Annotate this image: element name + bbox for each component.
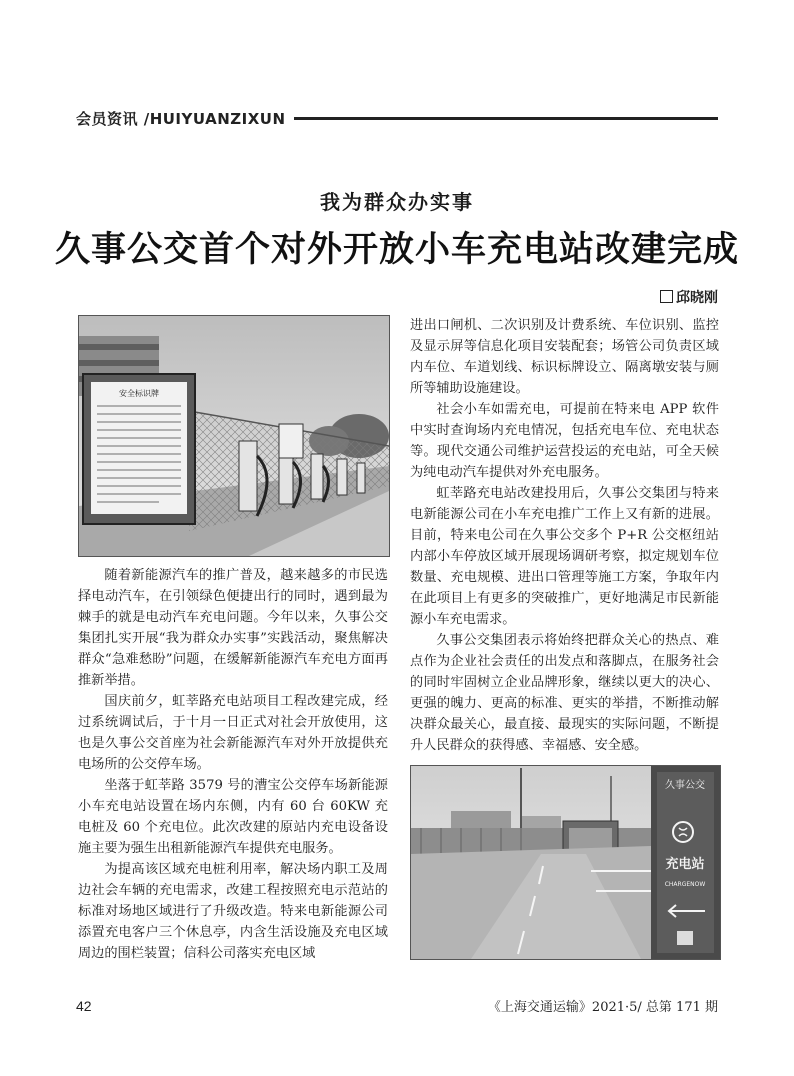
notice-board-title: 安全标识牌 xyxy=(119,389,159,398)
article-kicker: 我为群众办实事 xyxy=(320,190,474,214)
paragraph: 为提高该区域充电桩利用率，解决场内职工及周边社会车辆的充电需求，改建工程按照充电示范站的标准对场地区域进行了升级改造。特来电新能源公司添置充电客户三个休息亭，内含生活设施及充电区域周边的围栏装置；信科公司落实充电区域 xyxy=(78,862,388,961)
station-name-label: 充电站 xyxy=(665,857,705,872)
paragraph-continuation: 进出口闸机、二次识别及计费系统、车位识别、监控及显示屏等信息化项目安装配套；场管公司负责区域内车位、车道划线、标识标牌设立、隔离墩安装与厕所等辅助设施建设。 xyxy=(410,318,719,396)
right-column xyxy=(410,315,719,756)
station-english-label: CHARGENOW xyxy=(664,881,706,888)
section-rule xyxy=(294,117,718,120)
charging-posts-photo xyxy=(78,315,390,557)
left-column xyxy=(78,565,388,964)
paragraph: 国庆前夕，虹莘路充电站项目工程改建完成，经过系统调试后，于十月一日正式对社会开放使用，这也是久事公交首座为社会新能源汽车对外开放提供充电场所的公交停车场。 xyxy=(78,694,388,772)
paragraph: 社会小车如需充电，可提前在特来电 APP 软件中实时查询场内充电情况，包括充电车位、充电状态等。现代交通公司维护运营投运的充电站，可全天候为纯电动汽车提供对外充电服务。 xyxy=(410,402,719,480)
station-brand-label: 久事公交 xyxy=(665,780,705,791)
section-header xyxy=(76,107,718,129)
author-box-icon xyxy=(660,290,673,303)
section-label: 会员资讯 /HUIYUANZIXUN xyxy=(76,109,286,128)
charging-station-photo xyxy=(410,765,721,960)
article-title: 久事公交首个对外开放小车充电站改建完成 xyxy=(54,229,739,270)
paragraph: 虹莘路充电站改建投用后，久事公交集团与特来电新能源公司在小车充电推广工作上又有新的进展。目前，特来电公司在久事公交多个 P+R 公交枢纽站内部小车停放区域开展现场调研考察，拟定规划车位数量、充电规模、进出口管理等施工方案，争取年内在此项目上有更多的突破推广，更好地满足市民新能源小车充电需求。 xyxy=(410,486,719,627)
logo-icon xyxy=(677,931,693,945)
charging-posts-illustration xyxy=(79,316,389,556)
paragraph: 坐落于虹莘路 3579 号的漕宝公交停车场新能源小车充电站设置在场内东侧，内有 60 台 60KW 充电桩及 60 个充电位。此次改建的原站内充电设备设施主要为强生出租新能源汽车提供充电服务。 xyxy=(78,778,388,856)
author-name: 邱晓刚 xyxy=(676,290,718,306)
paragraph: 随着新能源汽车的推广普及，越来越多的市民选择电动汽车，在引领绿色便捷出行的同时，遇到最为棘手的就是电动汽车充电问题。今年以来，久事公交集团扎实开展“我为群众办实事”实践活动，聚焦解决群众“急难愁盼”问题，在缓解新能源汽车充电方面再推新举措。 xyxy=(78,568,388,688)
charging-station-illustration xyxy=(411,766,720,959)
page-number: 42 xyxy=(76,998,92,1014)
article-author xyxy=(660,287,718,307)
journal-citation: 《上海交通运输》2021·5/ 总第 171 期 xyxy=(487,1000,718,1015)
paragraph: 久事公交集团表示将始终把群众关心的热点、难点作为企业社会责任的出发点和落脚点，在服务社会的同时牢固树立企业品牌形象，继续以更大的决心、更强的魄力、更高的标准、更实的举措，不断推动解决群众最关心，最直接、最现实的实际问题，不断提升人民群众的获得感、幸福感、安全感。 xyxy=(410,633,719,753)
